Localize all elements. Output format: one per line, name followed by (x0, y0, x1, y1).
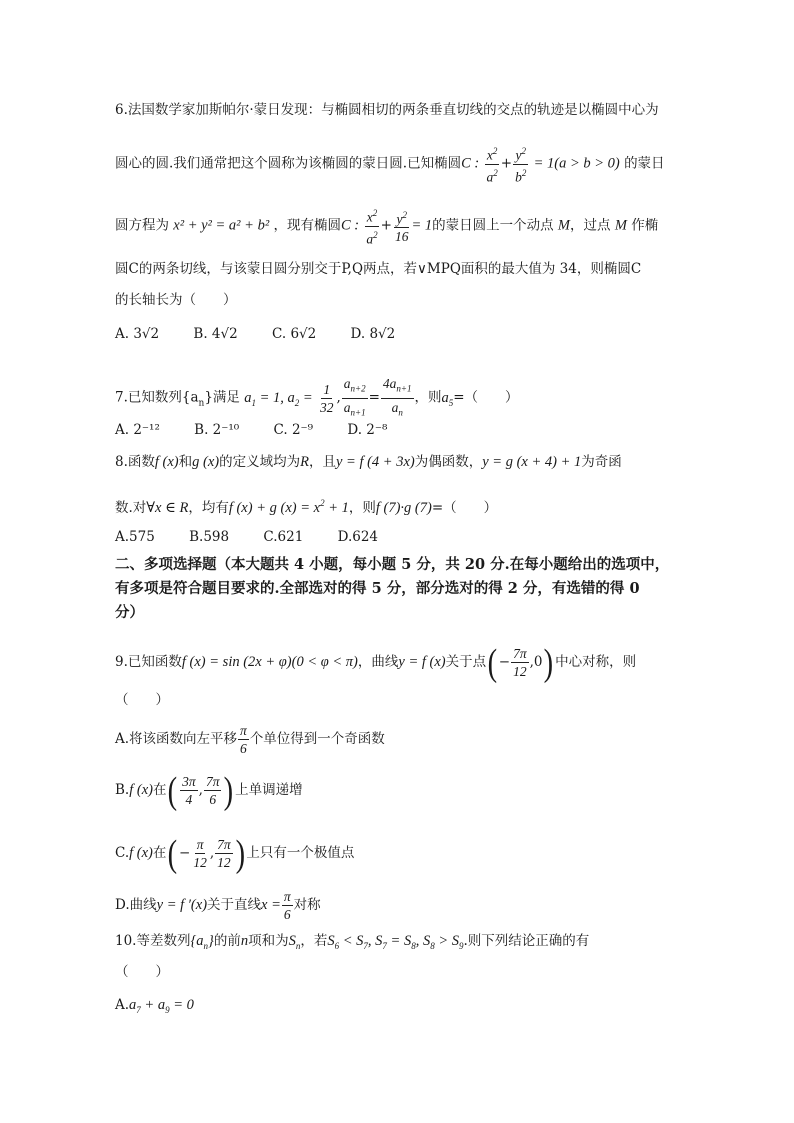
q10-opt-a-math: $a_7 + a_9 = 0$ (129, 997, 194, 1015)
q6-text-3c: 的蒙日圆上一个动点 (432, 217, 554, 234)
q10-math-cond: $S_6 < S_7$, $S_7 = S_8$, $S_8 > S_9$ (327, 933, 464, 951)
frac-7pi-12-c: $\frac{7\pi}{12}$ (217, 837, 231, 870)
frac-y2-16: $\frac{y^2}{16}$ (393, 207, 411, 246)
q8-line-1 (115, 452, 622, 472)
q10-math-sn: $S_n$ (288, 933, 301, 951)
q9-opt-b-text-2: 上单调递增 (235, 782, 303, 798)
q8-text-c: 的定义域均为 (219, 454, 301, 470)
q9-opt-a-text-2: 个单位得到一个奇函数 (249, 731, 385, 747)
frac-3pi-4: $\frac{3\pi}{4}$ (182, 774, 196, 807)
q9-text-c: 关于点 (445, 654, 487, 670)
q8-option-c[interactable]: C.621 (263, 529, 304, 545)
q9-opt-b-text-1: 在 (152, 782, 167, 798)
q7-option-c[interactable]: C. 2⁻⁹ (273, 422, 314, 438)
q8-math-prod: f (7)·g (7) (375, 499, 432, 516)
q9-opt-c-text-1: 在 (152, 845, 167, 861)
q10-math-an: $\{a_n\}$ (190, 933, 214, 951)
q7-text-b: }满足 (204, 389, 240, 406)
q9-option-b[interactable]: B.f (x)在( $\frac{3\pi}{4}$ , $\frac{7\pi}{6}$ ) 上单调递增 (115, 769, 303, 812)
q9-opt-b-label: B. (115, 782, 130, 798)
paren-right: ) (544, 641, 554, 684)
frac-4an1-an: $\frac{4a_{n+1}}{a_n}$ (382, 376, 412, 418)
math-M2: M (614, 217, 627, 234)
section-2-text-3: 分） (115, 604, 144, 621)
q10-text-b: 的前 (213, 933, 241, 949)
q8-text-b: 和 (178, 454, 193, 470)
q7-option-d[interactable]: D. 2⁻⁸ (347, 422, 388, 438)
q8-text-d: ，且 (308, 454, 336, 470)
q9-opt-d-curve: y = f ′(x) (156, 897, 208, 913)
q6-line-1 (115, 100, 659, 120)
q6-text-3e: 作椭 (631, 217, 659, 234)
q10-line-1 (115, 931, 589, 956)
q8-text-j: =（ ） (431, 499, 498, 516)
q6-line-5 (115, 290, 237, 310)
q6-math-3b: = 1 (411, 217, 433, 234)
paren-left: ( (487, 641, 498, 684)
q9-opt-a-text-1: A.将该函数向左平移 (115, 731, 238, 747)
q7-math-a1a2: $a_1 = 1$, $a_2$ = (244, 389, 313, 408)
q10-line-2 (115, 962, 169, 982)
q6-text-3d: ，过点 (570, 217, 611, 234)
q9-opt-c-text-2: 上只有一个极值点 (246, 845, 355, 861)
q10-option-a[interactable] (115, 995, 194, 1020)
q8-math-gx: g (x) (192, 454, 220, 470)
paren-left-c: ( (167, 832, 178, 875)
q7-option-a[interactable]: A. 2⁻¹² (115, 422, 160, 438)
q7-text-c: ，则 (414, 389, 442, 406)
q8-text-h: ，均有 (188, 499, 229, 516)
math-M: M (557, 217, 571, 234)
q10-math-n: n (240, 933, 249, 949)
q8-text-f: 为奇函 (581, 454, 622, 470)
q8-text-a: 8.函数 (115, 454, 155, 470)
q8-text-i: ，则 (348, 499, 376, 516)
frac-x2-a2: $\frac{x^2}{a^2}$ (485, 143, 500, 185)
q9-opt-d-text-1: D.曲线 (115, 897, 157, 913)
q9-text-d: 中心对称，则 (555, 654, 637, 670)
q9-text-b: ，曲线 (357, 654, 399, 670)
q7-text-d: =（ ） (453, 389, 519, 406)
q8-math-fx: f (x) (154, 454, 179, 470)
q7-text-a: 7.已知数列{a (115, 389, 199, 406)
q7-line-1: 7.已知数列$\{a_n\}$满足 $a_1 = 1$, $a_2$ = $\frac{1}{32}$ , $\frac{a_{n+2}}{a_{n+1}}$ = $\frac{4a_{n+1}}{a_n}$ ，则$a_5=$（ ） (115, 375, 519, 421)
q9-opt-b-fx: f (x) (129, 782, 153, 798)
q6-math-2: = 1(a > b > 0) (533, 155, 620, 172)
q10-text-a: 10.等差数列 (115, 933, 191, 949)
q6-line-2: 圆心的圆.我们通常把这个圆称为该椭圆的蒙日圆.已知椭圆C : $\frac{x^2}{a^2}$ + $\frac{y^2}{b^2}$ = 1(a > b > 0) 的蒙日 (115, 143, 665, 185)
math-C: C : (461, 155, 480, 172)
q10-text-e: .则下列结论正确的有 (463, 933, 590, 949)
q9-opt-c-label: C. (115, 845, 130, 861)
q6-math-3a: x² + y² = a² + b² (173, 217, 270, 234)
q10-opt-a-label: A. (115, 997, 130, 1013)
q6-line-3: 圆方程为 x² + y² = a² + b² ，现有椭圆C : $\frac{x^2}{a^2}$ + $\frac{y^2}{16}$ = 1的蒙日圆上一个动点 M，过点 M 作椭 (115, 205, 658, 247)
q8-option-a[interactable]: A.575 (115, 529, 155, 545)
q7-math-a5: $a_5$ (441, 389, 454, 408)
q6-line-4 (115, 259, 641, 279)
paren-right-b: ) (224, 769, 234, 812)
q6-option-c[interactable]: C. 6√2 (272, 326, 317, 342)
q10-text-c: 项和为 (248, 933, 289, 949)
q8-option-b[interactable]: B.598 (189, 529, 230, 545)
q9-option-c[interactable]: C.f (x)在( − $\frac{\pi}{12}$ , $\frac{7\pi}{12}$ ) 上只有一个极值点 (115, 832, 355, 875)
q9-option-d[interactable] (115, 888, 321, 923)
q8-options (115, 527, 408, 547)
section-2-line-1 (115, 555, 669, 575)
paren-left-b: ( (168, 769, 178, 812)
section-2-line-3 (115, 603, 144, 623)
frac-pi-6-d: $\frac{\pi}{6}$ (283, 889, 291, 922)
q6-text-5: 的长轴长为（ ） (115, 292, 237, 308)
q6-text-1: 6.法国数学家加斯帕尔·蒙日发现：与椭圆相切的两条垂直切线的交点的轨迹是以椭圆中心为 (115, 102, 659, 118)
q8-text-g: 数.对 (115, 499, 147, 516)
frac-y2-b2: $\frac{y^2}{b^2}$ (513, 143, 528, 185)
frac-7pi-12: $\frac{7\pi}{12}$ (513, 646, 527, 679)
q8-text-e: 为偶函数， (414, 454, 483, 470)
q9-paren: （ ） (115, 692, 169, 708)
q10-paren: （ ） (115, 964, 169, 980)
q7-option-b[interactable]: B. 2⁻¹⁰ (194, 422, 240, 438)
q8-line-2 (115, 493, 497, 518)
frac-7pi-6: $\frac{7\pi}{6}$ (205, 774, 220, 807)
section-2-text-2: 有多项是符合题目要求的.全部选对的得 5 分，部分选对的得 2 分，有选错的得 0 (115, 580, 640, 597)
q6-text-3a: 圆方程为 (115, 217, 169, 234)
frac-x2-a2-b: $\frac{x^2}{a^2}$ (364, 205, 379, 247)
q10-text-d: ，若 (300, 933, 328, 949)
q6-text-3b: ，现有椭圆 (273, 217, 341, 234)
frac-1-32: $\frac{1}{32}$ (319, 381, 334, 415)
q6-text-4: 圆C的两条切线，与该蒙日圆分别交于P,Q两点，若∨MPQ面积的最大值为 34，则椭圆C (115, 261, 642, 277)
q7-options (115, 420, 417, 440)
frac-pi-6: $\frac{\pi}{6}$ (240, 723, 247, 756)
q6-option-d[interactable]: D. 8√2 (350, 326, 396, 342)
section-2-title: 二、多项选择题（本大题共 4 小题，每小题 5 分，共 20 分.在每小题给出的选项中， (115, 556, 670, 573)
q8-math-R: R (300, 454, 309, 470)
q6-text-2: 圆心的圆.我们通常把这个圆称为该椭圆的蒙日圆.已知椭圆 (115, 155, 462, 172)
math-C2: C : (340, 217, 360, 234)
q9-math-fx: f (x) = sin (2x + φ)(0 < φ < π) (181, 654, 358, 670)
q9-line-1: 9.已知函数f (x) = sin (2x + φ)(0 < φ < π)，曲线y = f (x)关于点( − $\frac{7\pi}{12}$ ,0) 中心对称，则 (115, 641, 637, 684)
q9-text-a: 9.已知函数 (115, 654, 182, 670)
frac-pi-12: $\frac{\pi}{12}$ (193, 837, 207, 870)
q6-option-a[interactable]: A. 3√2 (115, 326, 160, 342)
q9-line-2 (115, 690, 169, 710)
q9-option-a[interactable] (115, 722, 385, 757)
q8-math-odd: y = g (x + 4) + 1 (482, 454, 582, 470)
q9-opt-d-line: x = (261, 897, 281, 913)
q9-opt-c-fx: f (x) (129, 845, 153, 861)
q8-math-sum: f (x) + g $(x) = x^2 + 1$ (228, 498, 349, 516)
frac-an2-an1: $\frac{a_{n+2}}{a_{n+1}}$ (343, 376, 366, 418)
paren-right-c: ) (235, 832, 245, 875)
section-2-line-2 (115, 579, 640, 599)
q8-math-forall: ∀x ∈ R (146, 499, 189, 516)
q9-math-curve: y = f (x) (398, 654, 446, 670)
q6-option-b[interactable]: B. 4√2 (193, 326, 238, 342)
q8-math-even: y = f (4 + 3x) (335, 454, 415, 470)
q6-text-2-end: 的蒙日 (624, 155, 665, 172)
q9-opt-d-text-2: 关于直线 (207, 897, 262, 913)
q9-opt-d-text-3: 对称 (293, 897, 321, 913)
q8-option-d[interactable]: D.624 (337, 529, 379, 545)
q6-options (115, 324, 425, 344)
